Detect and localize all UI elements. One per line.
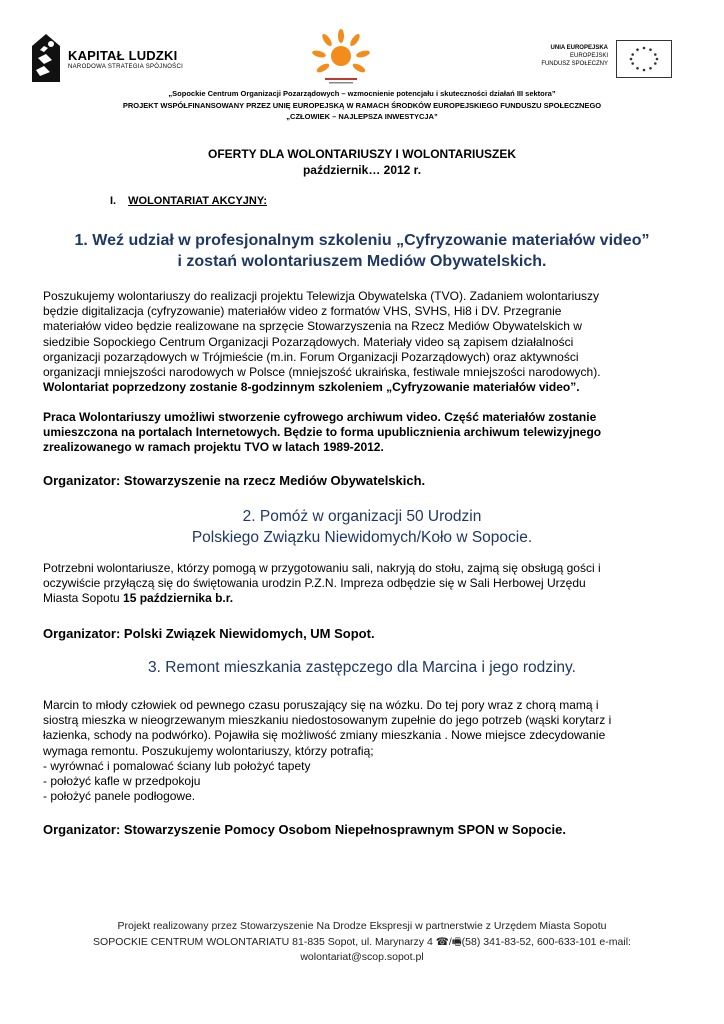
eu-flag-icon bbox=[616, 40, 672, 78]
eu-label-line3: FUNDUSZ SPOŁECZNY bbox=[541, 61, 608, 67]
section-label: WOLONTARIAT AKCYJNY: bbox=[128, 195, 268, 207]
paragraph-line: materiałów video będzie realizowane na sprzęcie Stowarzyszenia na Rzecz Mediów Obywatelskich w bbox=[43, 319, 582, 334]
paragraph-line: wymaga remontu. Poszukujemy wolontariuszy, którzy potrafią; bbox=[43, 743, 374, 758]
paragraph-line-bold: Wolontariat poprzedzony zostanie 8-godzinnym szkoleniem „Cyfryzowanie materiałów video”. bbox=[43, 380, 580, 395]
footer-address: SOPOCKIE CENTRUM WOLONTARIATU 81-835 Sopot, ul. Marynarzy 4 bbox=[93, 935, 436, 948]
offer1-archive-info bbox=[43, 410, 681, 456]
kapital-ludzki-title: KAPITAŁ LUDZKI bbox=[68, 48, 178, 63]
footer-line1: Projekt realizowany przez Stowarzyszenie Na Drodze Ekspresji w partnerstwie z Urzędem Miasta Sopotu bbox=[117, 920, 607, 932]
offer1-heading-line2: i zostań wolontariuszem Mediów Obywatelskich. bbox=[177, 253, 547, 270]
offer2-heading-line1: 2. Pomóż w organizacji 50 Urodzin bbox=[242, 508, 482, 525]
list-item: - wyrównać i pomalować ściany lub położyć tapety bbox=[43, 758, 311, 773]
footer-line2: SOPOCKIE CENTRUM WOLONTARIATU 81-835 Sopot, ul. Marynarzy 4 ☎/🖷(58) 341-83-52, 600-633-101 e-mail: bbox=[93, 935, 631, 948]
document-title-line1: OFERTY DLA WOLONTARIUSZY I WOLONTARIUSZEK bbox=[208, 147, 516, 161]
offer1-description bbox=[43, 289, 681, 395]
kapital-ludzki-subtitle: NARODOWA STRATEGIA SPÓJNOŚCI bbox=[68, 64, 184, 70]
offer2-heading-line2: Polskiego Związku Niewidomych/Koło w Sopocie. bbox=[191, 529, 533, 546]
event-date: 15 października b.r. bbox=[123, 591, 234, 606]
paragraph-line: będzie digitalizacja (cyfryzowanie) materiałów video z formatów VHS, SVHS, Hi8 i DV. Przegranie bbox=[43, 304, 562, 319]
paragraph-line: Praca Wolontariuszy umożliwi stworzenie cyfrowego archiwum video. Część materiałów zostanie bbox=[43, 410, 597, 424]
document-title bbox=[0, 146, 724, 178]
paragraph-line: umieszczona na portalach Internetowych. Będzie to forma upublicznienia archiwum telewizyjnego bbox=[43, 425, 602, 440]
project-header-line1: „Sopockie Centrum Organizacji Pozarządowych – wzmocnienie potencjału i skuteczności działań III sektora” bbox=[168, 89, 556, 98]
footer-email[interactable]: wolontariat@scop.sopot.pl bbox=[300, 951, 424, 963]
project-header bbox=[0, 88, 724, 123]
project-header-line2: PROJEKT WSPÓŁFINANSOWANY PRZEZ UNIĘ EUROPEJSKĄ W RAMACH ŚRODKÓW EUROPEJSKIEGO FUNDUSZU SPOŁECZNEGO bbox=[122, 100, 602, 110]
offer3-organizer: Organizator: Stowarzyszenie Pomocy Osobom Niepełnosprawnym SPON w Sopocie. bbox=[43, 822, 567, 837]
paragraph-line: Marcin to młody człowiek od pewnego czasu poruszający się na wózku. Do tej pory wraz z chorą mamą i bbox=[43, 698, 599, 712]
eu-label-line2: EUROPEJSKI bbox=[569, 53, 608, 59]
paragraph-line: organizacji mniejszości narodowych w Polsce (mniejszość ukraińska, festiwale mniejszości narodowych). bbox=[43, 365, 601, 380]
offer3-heading: 3. Remont mieszkania zastępczego dla Marcina i jego rodziny. bbox=[148, 659, 576, 676]
section-heading bbox=[110, 195, 267, 207]
section-number: I. bbox=[110, 195, 117, 207]
list-item: - położyć panele podłogowe. bbox=[43, 789, 196, 804]
paragraph-line: łazienka, schody na podwórko). Pojawiła się możliwość zmiany mieszkania . Nowe miejsce zdecydowanie bbox=[43, 728, 606, 743]
project-header-line3: „CZŁOWIEK – NAJLEPSZA INWESTYCJA” bbox=[286, 112, 438, 121]
paragraph-line: zrealizowanego w ramach projektu TVO w latach 1989-2012. bbox=[43, 440, 384, 455]
kapital-ludzki-logo-icon bbox=[32, 34, 60, 82]
paragraph-line: siedzibie Sopockiego Centrum Organizacji Pozarządowych. Materiały video są zapisem działalności bbox=[43, 334, 574, 349]
footer-phone-numbers: (58) 341-83-52, 600-633-101 e-mail: bbox=[461, 935, 631, 948]
document-title-date: październik… 2012 r. bbox=[302, 163, 422, 177]
offer3-description bbox=[43, 698, 681, 804]
paragraph-line: oczywiście przyłączą się do świętowania urodzin P.Z.N. Impreza odbędzie się w Sali Herbowej Urzędu bbox=[43, 576, 586, 591]
paragraph-line: siostrą mieszka w nieogrzewanym mieszkaniu niedostosowanym zupełnie do jego potrzeb (wąski korytarz i bbox=[43, 713, 612, 728]
fax-icon: 🖷 bbox=[451, 935, 462, 948]
paragraph-line: organizacji pozarządowych w Trójmieście (m.in. Forum Organizacji Pozarządowych) oraz aktywności bbox=[43, 349, 579, 364]
eu-label bbox=[538, 44, 608, 68]
offer1-organizer: Organizator: Stowarzyszenie na rzecz Mediów Obywatelskich. bbox=[43, 473, 426, 488]
offer2-description bbox=[43, 561, 681, 607]
paragraph-text: Miasta Sopotu bbox=[43, 591, 124, 606]
offer1-heading bbox=[0, 230, 724, 272]
offer1-heading-line1: 1. Weź udział w profesjonalnym szkoleniu „Cyfryzowanie materiałów video” bbox=[74, 232, 650, 249]
paragraph-line: Poszukujemy wolontariuszy do realizacji projektu Telewizja Obywatelska (TVO). Zadaniem wolontariuszy bbox=[43, 289, 600, 303]
footer bbox=[0, 919, 724, 966]
list-item: - położyć kafle w przedpokoju bbox=[43, 774, 201, 789]
paragraph-line bbox=[43, 591, 681, 606]
scop-sun-logo-icon bbox=[305, 28, 377, 86]
offer2-heading bbox=[0, 506, 724, 548]
eu-label-line1: UNIA EUROPEJSKA bbox=[550, 45, 608, 51]
offer2-organizer: Organizator: Polski Związek Niewidomych, UM Sopot. bbox=[43, 626, 375, 641]
paragraph-line: Potrzebni wolontariusze, którzy pomogą w przygotowaniu sali, nakryją do stołu, zajmą się obsługą gości i bbox=[43, 561, 601, 575]
phone-icon: ☎ bbox=[435, 935, 449, 948]
